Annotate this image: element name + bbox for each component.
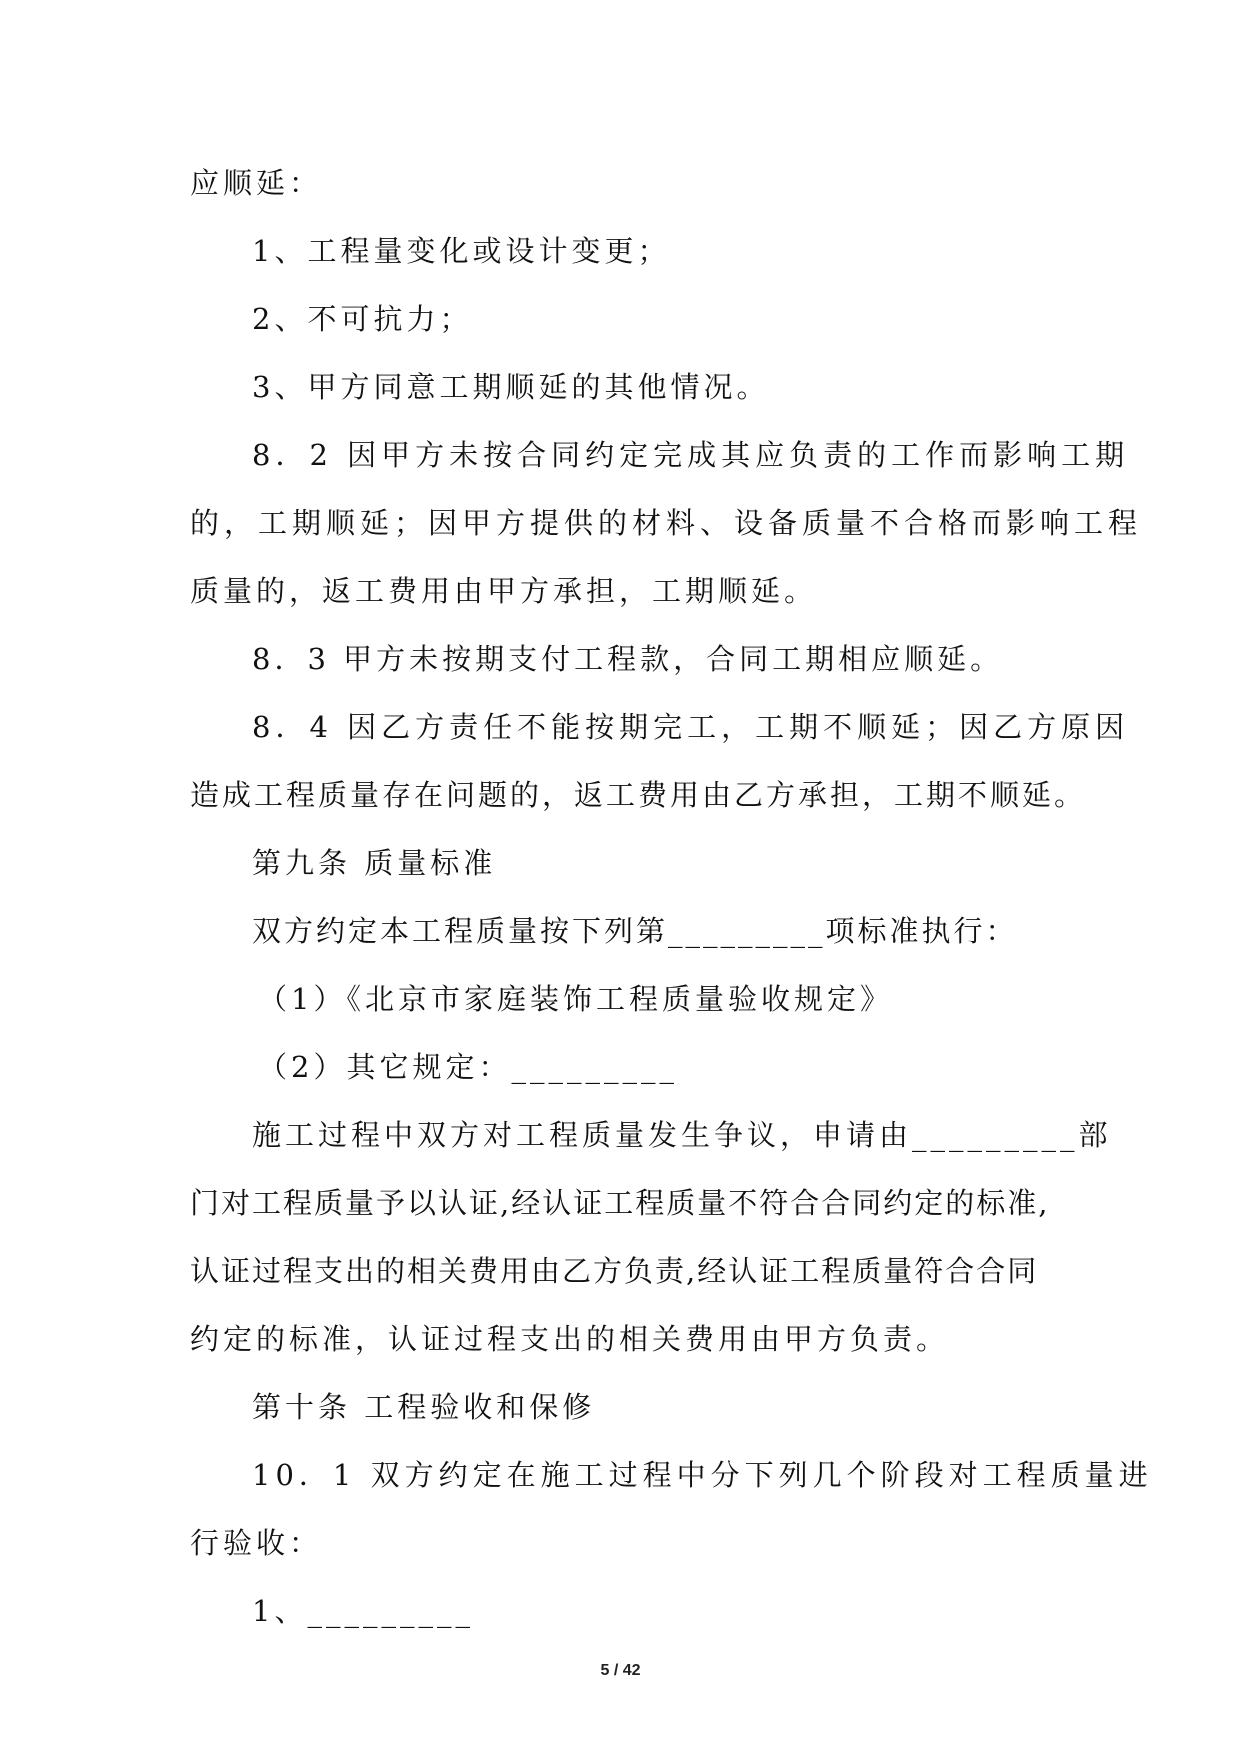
- text-line: 造成工程质量存在问题的，返工费用由乙方承担，工期不顺延。: [190, 778, 1087, 812]
- text-line: 门对工程质量予以认证,经认证工程质量不符合合同约定的标准,: [190, 1186, 1050, 1220]
- text-line: 行验收：: [190, 1526, 323, 1560]
- text-line: 8．2 因甲方未按合同约定完成其应负责的工作而影响工期: [252, 438, 1130, 472]
- text-line: 2、不可抗力；: [252, 302, 473, 336]
- text-line: 的，工期顺延；因甲方提供的材料、设备质量不合格而影响工程: [190, 506, 1143, 540]
- text-line: 10．1 双方约定在施工过程中分下列几个阶段对工程质量进: [252, 1458, 1153, 1492]
- text-line: 3、甲方同意工期顺延的其他情况。: [252, 370, 770, 404]
- text-line: （1）《北京市家庭装饰工程质量验收规定》: [258, 982, 893, 1016]
- text-line: 8．4 因乙方责任不能按期完工，工期不顺延；因乙方原因: [252, 710, 1130, 744]
- page-number: 5 / 42: [600, 1662, 641, 1679]
- section-heading: 第九条 质量标准: [252, 846, 497, 880]
- text-line: 施工过程中双方对工程质量发生争议，申请由_________部: [252, 1118, 1112, 1152]
- text-line: 1、工程量变化或设计变更；: [252, 234, 671, 268]
- text-line: 认证过程支出的相关费用由乙方负责,经认证工程质量符合合同: [190, 1254, 1039, 1288]
- section-heading: 第十条 工程验收和保修: [252, 1390, 596, 1424]
- text-line: 约定的标准，认证过程支出的相关费用由甲方负责。: [190, 1322, 950, 1356]
- text-line: （2）其它规定：_________: [258, 1050, 678, 1084]
- text-line: 1、_________: [252, 1594, 474, 1628]
- text-line: 质量的，返工费用由甲方承担，工期顺延。: [190, 574, 818, 608]
- text-line: 8．3 甲方未按期支付工程款，合同工期相应顺延。: [252, 642, 1004, 676]
- text-line: 双方约定本工程质量按下列第_________项标准执行：: [252, 914, 1018, 948]
- text-line: 应顺延：: [190, 166, 323, 200]
